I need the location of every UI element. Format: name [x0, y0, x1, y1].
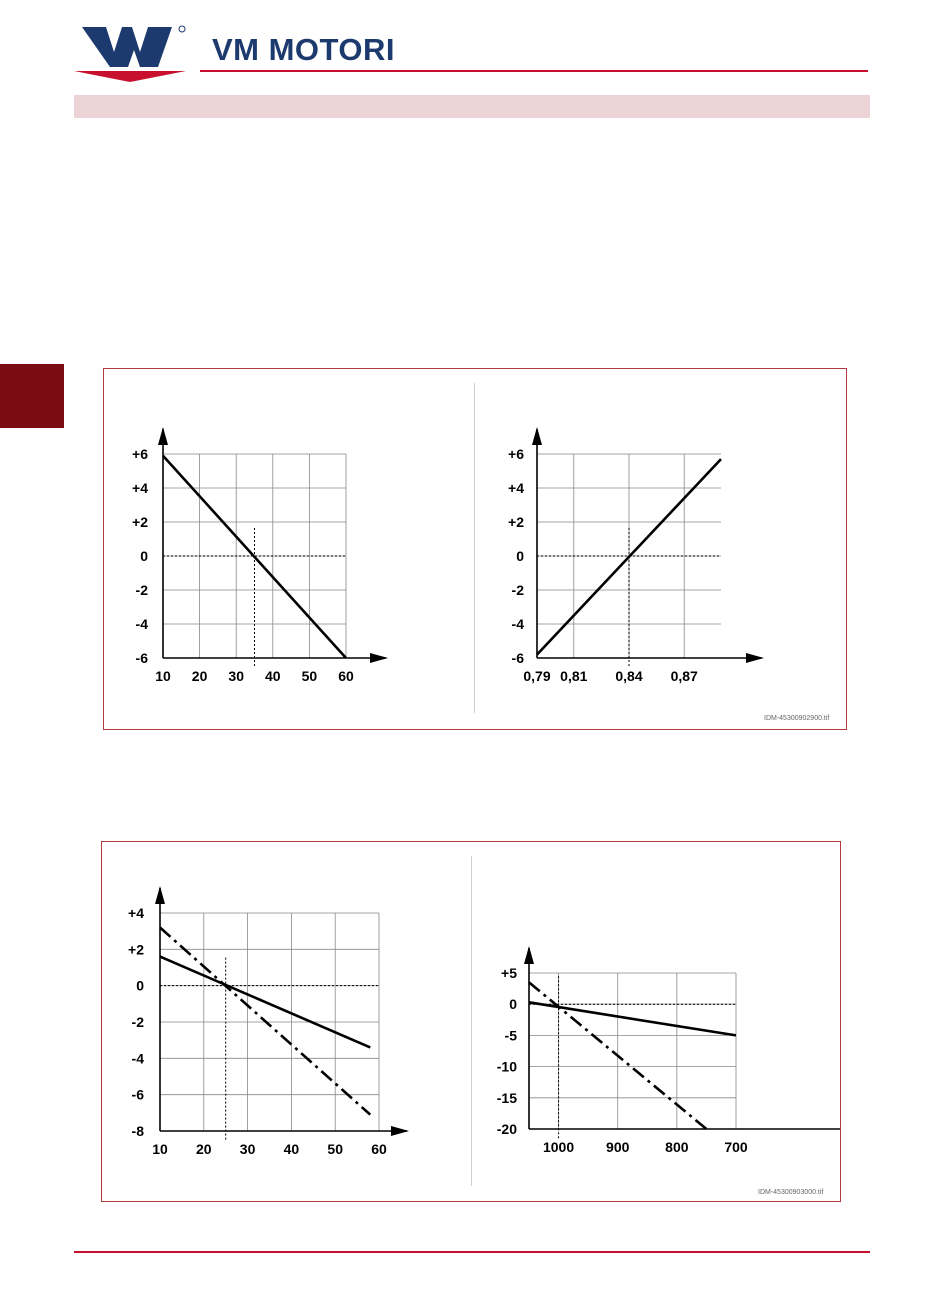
series-line: [163, 456, 346, 658]
x-tick-label: 30: [239, 1141, 256, 1157]
x-axis-arrow: [370, 653, 388, 663]
y-tick-label: +2: [508, 514, 524, 530]
y-tick-label: +4: [508, 480, 524, 496]
y-tick-label: -4: [511, 616, 524, 632]
y-tick-label: -2: [131, 1014, 144, 1030]
y-tick-label: +4: [128, 905, 144, 921]
x-tick-label: 50: [301, 668, 318, 684]
y-tick-label: +6: [132, 446, 148, 462]
x-tick-label: 900: [606, 1139, 630, 1155]
header-rule: [200, 70, 868, 72]
y-tick-label: -10: [496, 1058, 517, 1075]
y-tick-label: -8: [131, 1123, 144, 1139]
y-axis-arrow: [158, 427, 168, 445]
y-tick-label: +4: [132, 480, 148, 496]
x-tick-label: 40: [283, 1141, 300, 1157]
y-tick-label: -15: [496, 1089, 517, 1106]
figure-caption: IDM-45300903000.tif: [758, 1189, 824, 1196]
y-tick-label: -4: [135, 616, 148, 632]
y-tick-label: -6: [131, 1086, 144, 1103]
y-tick-label: 0: [140, 548, 148, 564]
series-line: [160, 928, 370, 1115]
x-axis-arrow: [391, 1126, 409, 1136]
chart-1: [104, 369, 474, 729]
x-tick-label: 40: [265, 668, 281, 684]
y-axis-arrow: [155, 886, 165, 904]
y-tick-label: -20: [496, 1121, 517, 1137]
x-tick-label: 30: [228, 668, 244, 684]
y-tick-label: +6: [508, 446, 524, 462]
y-tick-label: 0: [516, 548, 524, 564]
x-tick-label: 1000: [542, 1139, 575, 1155]
y-tick-label: -2: [135, 582, 148, 598]
y-tick-label: -2: [511, 582, 524, 598]
footer-rule: [74, 1251, 870, 1253]
section-band: [74, 95, 870, 118]
y-tick-label: -6: [135, 650, 148, 666]
x-tick-label: 700: [724, 1139, 748, 1155]
x-tick-label: 20: [196, 1141, 212, 1157]
figure-divider: [474, 383, 475, 713]
x-tick-label: 0,81: [560, 668, 588, 684]
x-tick-label: 800: [665, 1139, 689, 1155]
x-tick-label: 0,87: [670, 668, 698, 684]
figure-1: [103, 368, 847, 730]
x-tick-label: 0,79: [523, 668, 551, 684]
y-tick-label: +2: [128, 941, 144, 958]
figure-caption: IDM-45300902900.tif: [764, 715, 830, 722]
x-tick-label: 60: [338, 668, 354, 684]
x-tick-label: 50: [327, 1141, 343, 1157]
chart-4: [471, 842, 840, 1201]
x-tick-label: 20: [191, 668, 208, 684]
y-tick-label: +5: [501, 965, 517, 981]
x-tick-label: 10: [155, 668, 171, 684]
chart-3: [102, 842, 471, 1201]
y-axis-arrow: [532, 427, 542, 445]
y-axis-arrow: [524, 946, 534, 964]
x-axis-arrow: [746, 653, 764, 663]
y-tick-label: -5: [504, 1027, 517, 1044]
x-tick-label: 60: [371, 1141, 387, 1157]
y-tick-label: 0: [136, 977, 144, 994]
vm-logo: [74, 22, 194, 82]
y-tick-label: -4: [131, 1050, 144, 1067]
side-tab: [0, 364, 64, 428]
y-tick-label: 0: [509, 996, 517, 1013]
figure-2: [101, 841, 841, 1202]
y-tick-label: +2: [132, 514, 148, 530]
chart-2: [476, 369, 846, 729]
brand-name: VM MOTORI: [212, 32, 396, 67]
x-tick-label: 0,84: [615, 668, 643, 684]
series-line: [160, 957, 370, 1048]
y-tick-label: -6: [511, 650, 524, 666]
x-tick-label: 10: [152, 1141, 168, 1157]
